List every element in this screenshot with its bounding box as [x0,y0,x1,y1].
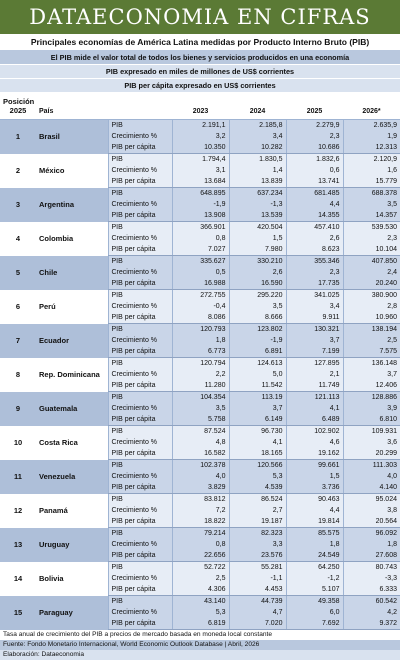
value-cell: 0,5 [172,267,229,278]
table-row [0,426,400,438]
metric-label: PIB [108,494,172,506]
value-cell: 11.542 [229,380,286,392]
value-cell: 44.739 [229,596,286,608]
value-cell: 457.410 [286,222,343,234]
table-header [0,93,400,120]
value-cell: 102.902 [286,426,343,438]
rank-cell: 1 [0,120,36,154]
value-cell: 120.794 [172,358,229,370]
value-cell: -1,2 [286,573,343,584]
value-cell: 1.794,4 [172,154,229,166]
table-row [0,494,400,506]
metric-label: PIB [108,256,172,268]
value-cell: 83.812 [172,494,229,506]
table-row [0,256,400,268]
banner-title: DATAECONOMIA EN CIFRAS [0,0,400,34]
metric-label: PIB [108,324,172,336]
value-cell: -1,3 [229,199,286,210]
value-cell: 2,5 [172,573,229,584]
header-year: 2025 [286,93,343,120]
value-cell: 20.299 [343,448,400,460]
value-cell: 121.113 [286,392,343,404]
value-cell: 11.749 [286,380,343,392]
value-cell: 539.530 [343,222,400,234]
value-cell: 96.092 [343,528,400,540]
value-cell: 4,8 [172,437,229,448]
rank-cell: 3 [0,188,36,222]
value-cell: 2,6 [286,233,343,244]
value-cell: 366.901 [172,222,229,234]
table-row [0,562,400,574]
table-row [0,120,400,132]
value-cell: 5,3 [229,471,286,482]
value-cell: 8.086 [172,312,229,324]
metric-label: PIB per cápita [108,244,172,256]
rank-cell: 7 [0,324,36,358]
value-cell: 55.281 [229,562,286,574]
value-cell: 86.524 [229,494,286,506]
table-row [0,358,400,370]
metric-label: PIB [108,188,172,200]
value-cell: 16.582 [172,448,229,460]
value-cell: 109.931 [343,426,400,438]
rank-cell: 11 [0,460,36,494]
value-cell: 24.549 [286,550,343,562]
value-cell: 2,1 [286,369,343,380]
value-cell: 335.627 [172,256,229,268]
metric-label: PIB per cápita [108,142,172,154]
value-cell: 2,6 [229,267,286,278]
value-cell: 7.980 [229,244,286,256]
value-cell: 10.960 [343,312,400,324]
rank-cell: 6 [0,290,36,324]
value-cell: 2.185,8 [229,120,286,132]
value-cell: 3,2 [172,131,229,142]
metric-label: PIB per cápita [108,346,172,358]
value-cell: 272.755 [172,290,229,302]
value-cell: 4,4 [286,199,343,210]
value-cell: 2,5 [343,335,400,346]
country-cell: Panamá [36,494,108,528]
metric-label: PIB [108,596,172,608]
value-cell: 3,5 [343,199,400,210]
value-cell: 27.608 [343,550,400,562]
value-cell: 681.485 [286,188,343,200]
value-cell: 7.692 [286,618,343,630]
metric-label: PIB per cápita [108,516,172,528]
value-cell: 4,1 [229,437,286,448]
metric-label: Crecimiento % [108,369,172,380]
country-cell: Costa Rica [36,426,108,460]
value-cell: -1,1 [229,573,286,584]
value-cell: 6.149 [229,414,286,426]
value-cell: 9.911 [286,312,343,324]
table-row [0,596,400,608]
metric-label: PIB [108,562,172,574]
metric-label: Crecimiento % [108,301,172,312]
unit-note-per-capita: PIB per cápita expresado en US$ corrientes [0,79,400,93]
value-cell: 96.730 [229,426,286,438]
value-cell: 13.741 [286,176,343,188]
country-cell: Argentina [36,188,108,222]
value-cell: 87.524 [172,426,229,438]
metric-label: PIB per cápita [108,210,172,222]
metric-label: PIB [108,392,172,404]
gdp-table [0,93,400,630]
country-cell: Ecuador [36,324,108,358]
header-year: 2024 [229,93,286,120]
rank-cell: 10 [0,426,36,460]
value-cell: 5,3 [172,607,229,618]
value-cell: 6.333 [343,584,400,596]
footer-source: Fuente: Fondo Monetario Internacional, World Economic Outlook Database | Abril, 2026 [0,640,400,650]
header-year: 2023 [172,93,229,120]
value-cell: 3,4 [286,301,343,312]
value-cell: 18.822 [172,516,229,528]
value-cell: 2,3 [343,233,400,244]
value-cell: 2.191,1 [172,120,229,132]
value-cell: 3,7 [286,335,343,346]
metric-label: PIB per cápita [108,448,172,460]
value-cell: 111.303 [343,460,400,472]
value-cell: 102.378 [172,460,229,472]
value-cell: 138.194 [343,324,400,336]
value-cell: 22.656 [172,550,229,562]
value-cell: 14.355 [286,210,343,222]
metric-label: PIB [108,460,172,472]
value-cell: 123.802 [229,324,286,336]
value-cell: -1,9 [172,199,229,210]
metric-label: PIB per cápita [108,550,172,562]
value-cell: 14.357 [343,210,400,222]
value-cell: 20.564 [343,516,400,528]
metric-label: PIB per cápita [108,482,172,494]
metric-label: PIB per cápita [108,278,172,290]
value-cell: -3,3 [343,573,400,584]
value-cell: 7,2 [172,505,229,516]
value-cell: 64.250 [286,562,343,574]
footer-note: Tasa anual de crecimiento del PIB a precios de mercado basada en moneda local constante [0,630,400,640]
metric-label: Crecimiento % [108,505,172,516]
value-cell: 3,3 [229,539,286,550]
value-cell: 1,8 [343,539,400,550]
value-cell: 380.900 [343,290,400,302]
footer-credit: Elaboración: Dataeconomia [0,650,400,660]
value-cell: 15.779 [343,176,400,188]
table-row [0,188,400,200]
country-cell: Chile [36,256,108,290]
table-row [0,222,400,234]
value-cell: 355.346 [286,256,343,268]
value-cell: 11.280 [172,380,229,392]
value-cell: 16.590 [229,278,286,290]
value-cell: 130.321 [286,324,343,336]
value-cell: 7.027 [172,244,229,256]
value-cell: 12.406 [343,380,400,392]
value-cell: 43.140 [172,596,229,608]
rank-cell: 13 [0,528,36,562]
metric-label: Crecimiento % [108,573,172,584]
value-cell: 1.832,6 [286,154,343,166]
metric-label: PIB [108,222,172,234]
value-cell: 20.240 [343,278,400,290]
value-cell: 120.793 [172,324,229,336]
value-cell: 95.024 [343,494,400,506]
value-cell: 23.576 [229,550,286,562]
value-cell: 0,6 [286,165,343,176]
value-cell: 2.120,9 [343,154,400,166]
value-cell: 13.539 [229,210,286,222]
value-cell: 3,4 [229,131,286,142]
metric-label: Crecimiento % [108,403,172,414]
definition-note: El PIB mide el valor total de todos los bienes y servicios producidos en una economía [0,51,400,65]
rank-cell: 15 [0,596,36,630]
header-position: Posición 2025 [0,93,36,120]
value-cell: 341.025 [286,290,343,302]
value-cell: 4.539 [229,482,286,494]
metric-label: PIB [108,154,172,166]
value-cell: 6.810 [343,414,400,426]
value-cell: 420.504 [229,222,286,234]
value-cell: 49.358 [286,596,343,608]
value-cell: 4,0 [172,471,229,482]
value-cell: -1,9 [229,335,286,346]
rank-cell: 14 [0,562,36,596]
metric-label: Crecimiento % [108,437,172,448]
value-cell: 637.234 [229,188,286,200]
metric-label: Crecimiento % [108,165,172,176]
value-cell: 2,4 [343,267,400,278]
value-cell: 128.886 [343,392,400,404]
table-row [0,460,400,472]
value-cell: 17.735 [286,278,343,290]
value-cell: 3,1 [172,165,229,176]
table-row [0,528,400,540]
metric-label: Crecimiento % [108,199,172,210]
value-cell: 13.684 [172,176,229,188]
metric-label: PIB per cápita [108,584,172,596]
metric-label: Crecimiento % [108,471,172,482]
value-cell: 6.489 [286,414,343,426]
value-cell: 19.162 [286,448,343,460]
value-cell: 6.819 [172,618,229,630]
value-cell: 124.613 [229,358,286,370]
table-row [0,324,400,336]
value-cell: 2,3 [286,131,343,142]
metric-label: PIB per cápita [108,414,172,426]
value-cell: 4,6 [286,437,343,448]
metric-label: PIB [108,426,172,438]
metric-label: PIB [108,120,172,132]
metric-label: Crecimiento % [108,267,172,278]
value-cell: 8.623 [286,244,343,256]
country-cell: Brasil [36,120,108,154]
value-cell: 1,6 [343,165,400,176]
value-cell: 4.140 [343,482,400,494]
metric-label: Crecimiento % [108,335,172,346]
value-cell: 80.743 [343,562,400,574]
rank-cell: 9 [0,392,36,426]
value-cell: 85.575 [286,528,343,540]
value-cell: 8.666 [229,312,286,324]
rank-cell: 5 [0,256,36,290]
value-cell: 3,9 [343,403,400,414]
value-cell: 1,8 [172,335,229,346]
table-row [0,290,400,302]
value-cell: 19.814 [286,516,343,528]
country-cell: México [36,154,108,188]
value-cell: 10.104 [343,244,400,256]
value-cell: 79.214 [172,528,229,540]
value-cell: 6.773 [172,346,229,358]
value-cell: 0,8 [172,233,229,244]
value-cell: 19.187 [229,516,286,528]
value-cell: 4,1 [286,403,343,414]
value-cell: 3,8 [343,505,400,516]
value-cell: -0,4 [172,301,229,312]
country-cell: Uruguay [36,528,108,562]
value-cell: 4,4 [286,505,343,516]
value-cell: 330.210 [229,256,286,268]
header-year: 2026* [343,93,400,120]
metric-label: PIB [108,290,172,302]
table-row [0,392,400,404]
country-cell: Colombia [36,222,108,256]
value-cell: 5,0 [229,369,286,380]
value-cell: 12.313 [343,142,400,154]
value-cell: 1,5 [286,471,343,482]
country-cell: Venezuela [36,460,108,494]
value-cell: 1,8 [286,539,343,550]
value-cell: 18.165 [229,448,286,460]
country-cell: Paraguay [36,596,108,630]
rank-cell: 12 [0,494,36,528]
value-cell: 10.686 [286,142,343,154]
value-cell: 3.829 [172,482,229,494]
header-country: País [36,93,108,120]
value-cell: 13.839 [229,176,286,188]
value-cell: 7.575 [343,346,400,358]
value-cell: 10.350 [172,142,229,154]
table-row [0,154,400,166]
metric-label: PIB per cápita [108,380,172,392]
value-cell: 13.908 [172,210,229,222]
unit-note-pib: PIB expresado en miles de millones de US$ corrientes [0,65,400,79]
value-cell: 3,5 [229,301,286,312]
value-cell: 5.758 [172,414,229,426]
metric-label: PIB per cápita [108,618,172,630]
value-cell: 4.306 [172,584,229,596]
value-cell: 295.220 [229,290,286,302]
value-cell: 99.661 [286,460,343,472]
metric-label: Crecimiento % [108,131,172,142]
country-cell: Guatemala [36,392,108,426]
value-cell: 90.463 [286,494,343,506]
value-cell: 1.830,5 [229,154,286,166]
rank-cell: 4 [0,222,36,256]
metric-label: PIB [108,528,172,540]
value-cell: 407.850 [343,256,400,268]
metric-label: PIB per cápita [108,312,172,324]
rank-cell: 2 [0,154,36,188]
metric-label: Crecimiento % [108,607,172,618]
value-cell: 104.354 [172,392,229,404]
value-cell: 2,2 [172,369,229,380]
value-cell: 2,7 [229,505,286,516]
value-cell: 82.323 [229,528,286,540]
metric-label: Crecimiento % [108,539,172,550]
value-cell: 136.148 [343,358,400,370]
value-cell: 1,9 [343,131,400,142]
value-cell: 3,5 [172,403,229,414]
value-cell: 688.378 [343,188,400,200]
country-cell: Perú [36,290,108,324]
value-cell: 52.722 [172,562,229,574]
value-cell: 1,5 [229,233,286,244]
value-cell: 2,3 [286,267,343,278]
value-cell: 7.199 [286,346,343,358]
value-cell: 7.020 [229,618,286,630]
value-cell: 4,2 [343,607,400,618]
country-cell: Rep. Dominicana [36,358,108,392]
value-cell: 3,7 [229,403,286,414]
value-cell: 3,6 [343,437,400,448]
value-cell: 5.107 [286,584,343,596]
value-cell: 16.988 [172,278,229,290]
value-cell: 3,7 [343,369,400,380]
metric-label: Crecimiento % [108,233,172,244]
value-cell: 10.282 [229,142,286,154]
value-cell: 4,7 [229,607,286,618]
value-cell: 0,8 [172,539,229,550]
value-cell: 2,8 [343,301,400,312]
value-cell: 6,0 [286,607,343,618]
value-cell: 1,4 [229,165,286,176]
value-cell: 2.279,9 [286,120,343,132]
value-cell: 113.19 [229,392,286,404]
value-cell: 127.895 [286,358,343,370]
value-cell: 120.566 [229,460,286,472]
rank-cell: 8 [0,358,36,392]
metric-label: PIB per cápita [108,176,172,188]
country-cell: Bolivia [36,562,108,596]
value-cell: 3.736 [286,482,343,494]
value-cell: 6.891 [229,346,286,358]
value-cell: 2.635,9 [343,120,400,132]
value-cell: 60.542 [343,596,400,608]
value-cell: 648.895 [172,188,229,200]
value-cell: 4,0 [343,471,400,482]
value-cell: 9.372 [343,618,400,630]
metric-label: PIB [108,358,172,370]
value-cell: 4.453 [229,584,286,596]
page-subtitle: Principales economías de América Latina medidas por Producto Interno Bruto (PIB) [0,34,400,51]
